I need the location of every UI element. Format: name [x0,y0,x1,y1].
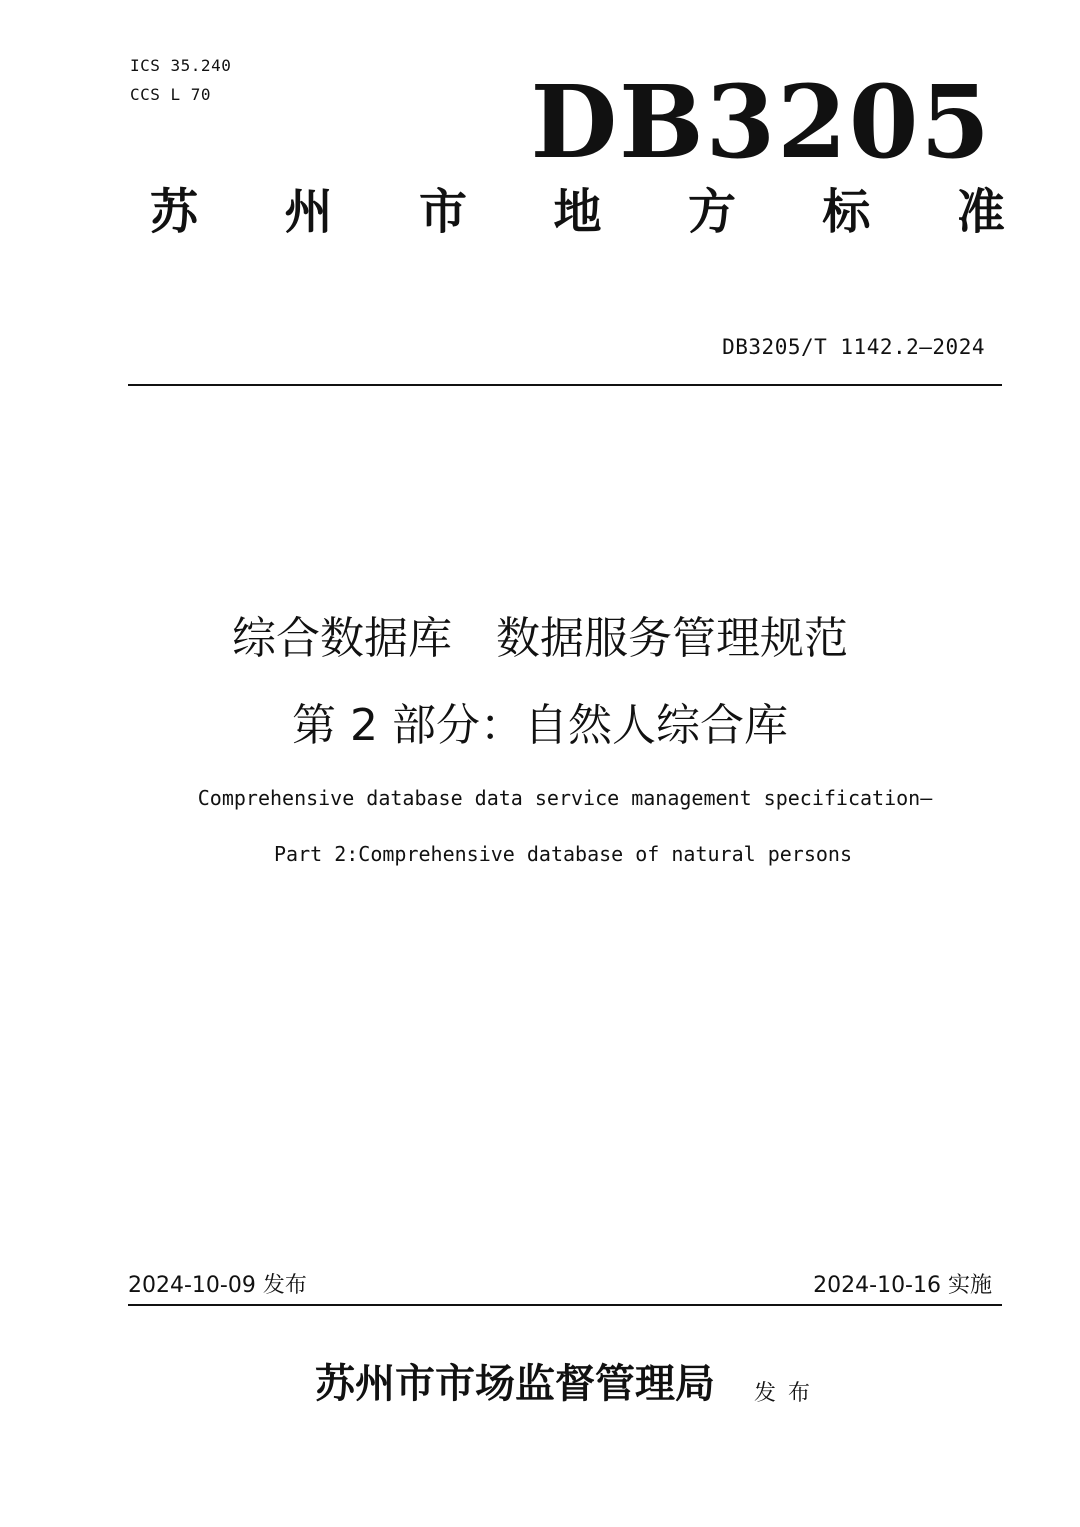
publisher-name: 苏州市市场监督管理局 [315,1360,715,1407]
implementation-date: 2024-10-16 实施 [813,1273,992,1298]
english-title-line-2: Part 2:Comprehensive database of natural persons [274,842,852,866]
ccs-code: CCS L 70 [130,85,212,104]
standard-code-logo: DB3205 [530,63,992,181]
standard-type-char: 州 [284,184,333,240]
standard-type-char: 地 [553,184,602,240]
bottom-divider [128,1304,1002,1306]
standard-type-title [150,184,1005,240]
standard-type-char: 市 [418,184,467,240]
chinese-title-line-2: 第 2 部分：自然人综合库 [292,700,788,751]
standard-number: DB3205/T 1142.2—2024 [722,335,985,359]
standard-type-char: 准 [956,184,1005,240]
standard-type-char: 方 [687,184,736,240]
standard-type-char: 标 [822,184,871,240]
top-divider [128,384,1002,386]
publish-label: 发布 [754,1381,823,1406]
standard-type-char: 苏 [150,184,199,240]
issue-date: 2024-10-09 发布 [128,1273,307,1298]
english-title-line-1: Comprehensive database data service management specification— [197,786,933,810]
ics-code: ICS 35.240 [130,56,232,75]
chinese-title-line-1: 综合数据库 数据服务管理规范 [232,613,848,664]
